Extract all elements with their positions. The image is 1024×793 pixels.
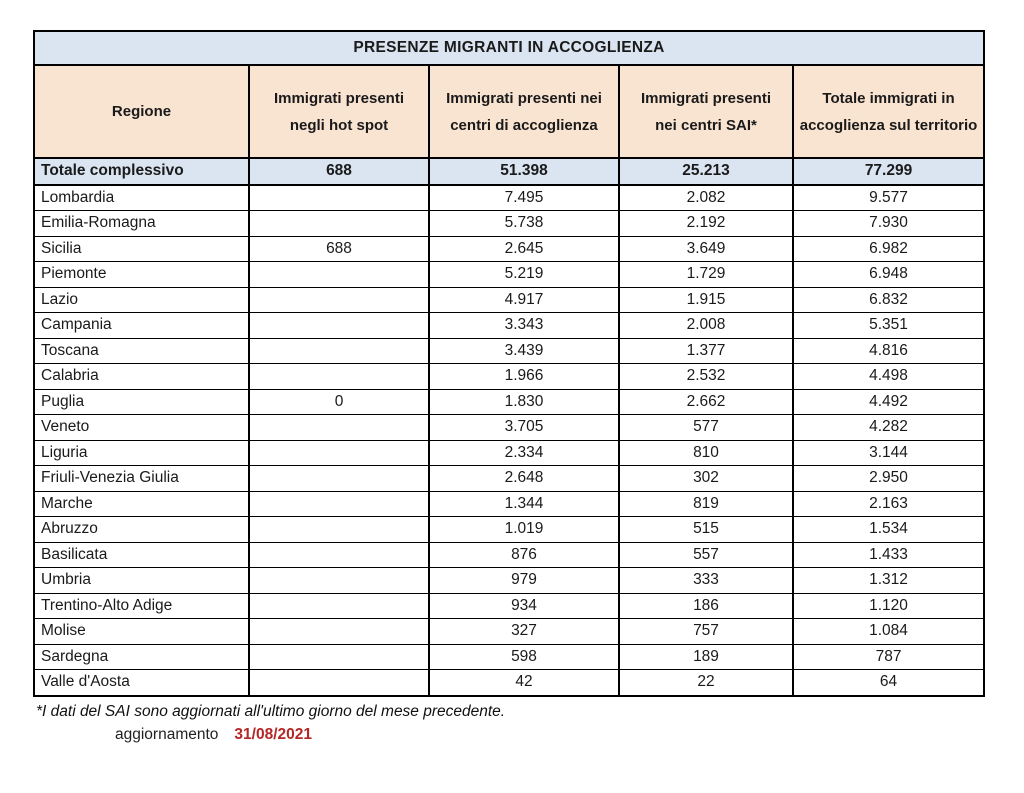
value-cell: 557	[619, 542, 793, 568]
value-cell	[249, 313, 429, 339]
value-cell: 9.577	[793, 185, 984, 211]
value-cell: 5.219	[429, 262, 619, 288]
value-cell: 1.729	[619, 262, 793, 288]
region-name-cell: Piemonte	[34, 262, 249, 288]
value-cell: 4.816	[793, 338, 984, 364]
region-name-cell: Valle d'Aosta	[34, 670, 249, 696]
table-row	[34, 619, 984, 645]
value-cell: 3.144	[793, 440, 984, 466]
value-cell: 3.649	[619, 236, 793, 262]
total-row	[34, 158, 984, 185]
value-cell	[249, 542, 429, 568]
table-row	[34, 236, 984, 262]
total-sai-cell: 25.213	[619, 158, 793, 185]
table-row	[34, 389, 984, 415]
value-cell: 2.163	[793, 491, 984, 517]
value-cell: 2.008	[619, 313, 793, 339]
value-cell: 1.830	[429, 389, 619, 415]
value-cell: 1.534	[793, 517, 984, 543]
total-territorio-cell: 77.299	[793, 158, 984, 185]
value-cell	[249, 185, 429, 211]
total-centri-cell: 51.398	[429, 158, 619, 185]
region-name-cell: Friuli-Venezia Giulia	[34, 466, 249, 492]
col-header-regione: Regione	[34, 65, 249, 158]
value-cell: 3.439	[429, 338, 619, 364]
value-cell	[249, 364, 429, 390]
table-row	[34, 262, 984, 288]
value-cell: 4.917	[429, 287, 619, 313]
table-row	[34, 287, 984, 313]
table-row	[34, 364, 984, 390]
table-row	[34, 440, 984, 466]
update-label: aggiornamento	[115, 725, 219, 743]
value-cell: 4.282	[793, 415, 984, 441]
value-cell: 819	[619, 491, 793, 517]
value-cell	[249, 593, 429, 619]
value-cell: 1.915	[619, 287, 793, 313]
value-cell	[249, 211, 429, 237]
sai-footnote: *I dati del SAI sono aggiornati all'ultimo giorno del mese precedente.	[36, 702, 506, 720]
value-cell: 302	[619, 466, 793, 492]
value-cell: 934	[429, 593, 619, 619]
table-row	[34, 313, 984, 339]
value-cell: 1.344	[429, 491, 619, 517]
table-row	[34, 211, 984, 237]
table-row	[34, 415, 984, 441]
value-cell	[249, 644, 429, 670]
value-cell	[249, 466, 429, 492]
table-row	[34, 593, 984, 619]
table-row	[34, 491, 984, 517]
value-cell: 64	[793, 670, 984, 696]
value-cell: 787	[793, 644, 984, 670]
value-cell	[249, 619, 429, 645]
table-header-row	[34, 65, 984, 158]
value-cell: 6.982	[793, 236, 984, 262]
table-row	[34, 542, 984, 568]
value-cell: 186	[619, 593, 793, 619]
value-cell: 1.966	[429, 364, 619, 390]
value-cell: 333	[619, 568, 793, 594]
value-cell: 4.492	[793, 389, 984, 415]
table-row	[34, 338, 984, 364]
region-name-cell: Sicilia	[34, 236, 249, 262]
value-cell	[249, 491, 429, 517]
table-title: PRESENZE MIGRANTI IN ACCOGLIENZA	[34, 31, 984, 65]
table-row	[34, 466, 984, 492]
col-header-centri-sai: Immigrati presenti nei centri SAI*	[619, 65, 793, 158]
table-row	[34, 670, 984, 696]
region-name-cell: Toscana	[34, 338, 249, 364]
value-cell: 0	[249, 389, 429, 415]
value-cell: 979	[429, 568, 619, 594]
value-cell	[249, 440, 429, 466]
region-name-cell: Trentino-Alto Adige	[34, 593, 249, 619]
table-row	[34, 644, 984, 670]
value-cell: 577	[619, 415, 793, 441]
value-cell: 2.645	[429, 236, 619, 262]
value-cell: 3.343	[429, 313, 619, 339]
value-cell	[249, 568, 429, 594]
value-cell: 6.948	[793, 262, 984, 288]
table-title-row	[34, 31, 984, 65]
value-cell: 1.120	[793, 593, 984, 619]
document-page	[33, 30, 983, 744]
value-cell: 1.084	[793, 619, 984, 645]
region-name-cell: Lazio	[34, 287, 249, 313]
value-cell: 2.532	[619, 364, 793, 390]
value-cell: 7.930	[793, 211, 984, 237]
region-name-cell: Umbria	[34, 568, 249, 594]
value-cell: 3.705	[429, 415, 619, 441]
region-name-cell: Marche	[34, 491, 249, 517]
value-cell: 810	[619, 440, 793, 466]
value-cell	[249, 287, 429, 313]
value-cell: 5.738	[429, 211, 619, 237]
value-cell: 2.082	[619, 185, 793, 211]
value-cell: 757	[619, 619, 793, 645]
table-row	[34, 517, 984, 543]
region-name-cell: Calabria	[34, 364, 249, 390]
region-name-cell: Molise	[34, 619, 249, 645]
value-cell: 6.832	[793, 287, 984, 313]
value-cell: 2.334	[429, 440, 619, 466]
update-date: 31/08/2021	[234, 725, 312, 743]
value-cell: 2.648	[429, 466, 619, 492]
update-line	[115, 726, 983, 744]
value-cell: 42	[429, 670, 619, 696]
value-cell: 5.351	[793, 313, 984, 339]
total-hotspot-cell: 688	[249, 158, 429, 185]
region-name-cell: Veneto	[34, 415, 249, 441]
migrants-presence-table	[33, 30, 985, 697]
value-cell	[249, 670, 429, 696]
table-body	[34, 158, 984, 696]
value-cell	[249, 338, 429, 364]
value-cell: 688	[249, 236, 429, 262]
region-name-cell: Sardegna	[34, 644, 249, 670]
col-header-hotspot: Immigrati presenti negli hot spot	[249, 65, 429, 158]
total-label-cell: Totale complessivo	[34, 158, 249, 185]
value-cell: 598	[429, 644, 619, 670]
value-cell: 1.377	[619, 338, 793, 364]
value-cell: 22	[619, 670, 793, 696]
value-cell: 2.662	[619, 389, 793, 415]
value-cell: 327	[429, 619, 619, 645]
region-name-cell: Basilicata	[34, 542, 249, 568]
value-cell	[249, 517, 429, 543]
value-cell	[249, 262, 429, 288]
region-name-cell: Campania	[34, 313, 249, 339]
value-cell: 515	[619, 517, 793, 543]
value-cell: 1.433	[793, 542, 984, 568]
value-cell: 1.312	[793, 568, 984, 594]
region-name-cell: Lombardia	[34, 185, 249, 211]
value-cell: 2.192	[619, 211, 793, 237]
value-cell: 4.498	[793, 364, 984, 390]
value-cell: 2.950	[793, 466, 984, 492]
region-name-cell: Liguria	[34, 440, 249, 466]
region-name-cell: Emilia-Romagna	[34, 211, 249, 237]
value-cell: 1.019	[429, 517, 619, 543]
value-cell	[249, 415, 429, 441]
value-cell: 7.495	[429, 185, 619, 211]
value-cell: 189	[619, 644, 793, 670]
region-name-cell: Puglia	[34, 389, 249, 415]
value-cell: 876	[429, 542, 619, 568]
col-header-centri-accoglienza: Immigrati presenti nei centri di accoglienza	[429, 65, 619, 158]
table-row	[34, 185, 984, 211]
col-header-totale: Totale immigrati in accoglienza sul territorio	[793, 65, 984, 158]
region-name-cell: Abruzzo	[34, 517, 249, 543]
table-row	[34, 568, 984, 594]
